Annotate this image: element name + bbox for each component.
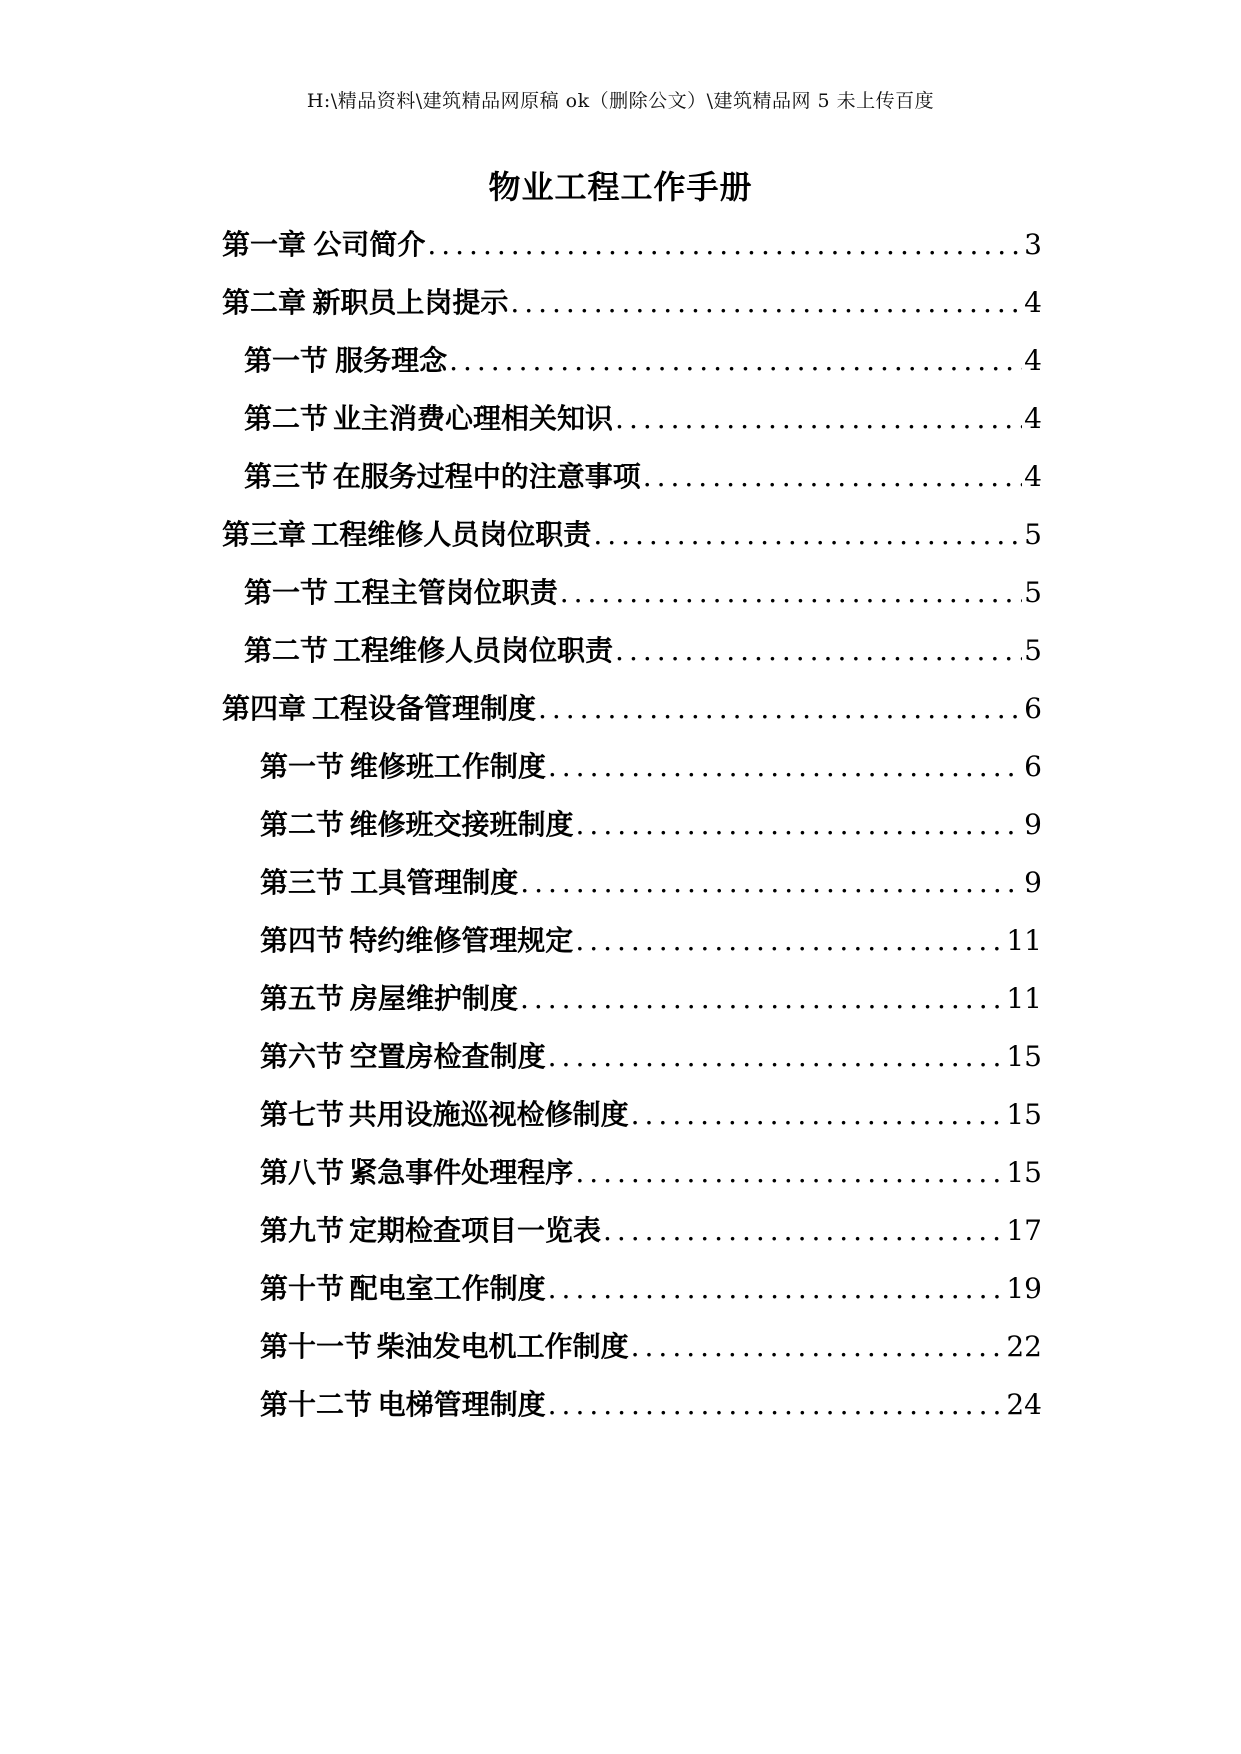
toc-entry-number: 第一章 (222, 228, 307, 261)
toc-leader-dots (576, 800, 1023, 850)
toc-entry-title: 共用设施巡视检修制度 (348, 1098, 629, 1131)
toc-entry-title: 工程维修人员岗位职责 (311, 518, 592, 551)
toc-entry-page-number: 17 (1006, 1214, 1042, 1247)
toc-entry-page-number: 5 (1024, 518, 1042, 551)
toc-leader-dots (603, 1206, 1004, 1256)
toc-entry[interactable] (244, 394, 1042, 444)
toc-entry[interactable] (222, 684, 1042, 734)
toc-entry[interactable] (260, 916, 1042, 966)
toc-entry-number: 第三章 (222, 518, 307, 551)
toc-entry-title: 维修班交接班制度 (349, 808, 574, 841)
toc-entry[interactable] (260, 1148, 1042, 1198)
toc-entry[interactable] (244, 336, 1042, 386)
toc-entry-title: 特约维修管理规定 (349, 924, 574, 957)
toc-entry-number: 第二节 (244, 402, 329, 435)
toc-leader-dots (548, 1032, 1005, 1082)
toc-entry-title: 工程主管岗位职责 (333, 576, 558, 609)
toc-entry-page-number: 4 (1024, 402, 1042, 435)
toc-entry-title: 房屋维护制度 (349, 982, 518, 1015)
toc-entry-number: 第二节 (244, 634, 329, 667)
toc-leader-dots (560, 568, 1022, 618)
toc-entry[interactable] (260, 742, 1042, 792)
toc-entry-number: 第九节 (260, 1214, 345, 1247)
toc-entry-title: 维修班工作制度 (349, 750, 546, 783)
toc-entry[interactable] (260, 1090, 1042, 1140)
toc-entry-title: 柴油发电机工作制度 (376, 1330, 629, 1363)
toc-entry-page-number: 5 (1024, 634, 1042, 667)
toc-entry[interactable] (260, 1264, 1042, 1314)
toc-entry-number: 第四节 (260, 924, 345, 957)
toc-entry-page-number: 24 (1006, 1388, 1042, 1421)
toc-entry-title: 工具管理制度 (350, 866, 519, 899)
toc-entry-title: 配电室工作制度 (349, 1272, 546, 1305)
toc-leader-dots (548, 742, 1022, 792)
toc-leader-dots (520, 858, 1022, 908)
toc-entry[interactable] (260, 1206, 1042, 1256)
toc-leader-dots (548, 1380, 1005, 1430)
toc-leader-dots (538, 684, 1022, 734)
toc-entry[interactable] (260, 800, 1042, 850)
toc-entry-page-number: 4 (1024, 344, 1042, 377)
toc-entry[interactable] (260, 1322, 1042, 1372)
toc-entry-page-number: 4 (1024, 460, 1042, 493)
document-title: 物业工程工作手册 (488, 168, 753, 206)
toc-entry-title: 公司简介 (313, 228, 426, 261)
toc-entry-title: 服务理念 (335, 344, 448, 377)
toc-entry-title: 业主消费心理相关知识 (333, 402, 614, 435)
toc-entry-number: 第十节 (260, 1272, 345, 1305)
toc-entry-page-number: 11 (1006, 924, 1042, 957)
toc-entry-number: 第十一节 (260, 1330, 373, 1363)
toc-entry-title: 紧急事件处理程序 (349, 1156, 574, 1189)
toc-entry-number: 第一节 (244, 344, 329, 377)
toc-entry-title: 定期检查项目一览表 (348, 1214, 601, 1247)
toc-entry-page-number: 19 (1006, 1272, 1042, 1305)
toc-entry-title: 电梯管理制度 (377, 1388, 546, 1421)
toc-leader-dots (631, 1090, 1005, 1140)
toc-entry-page-number: 5 (1024, 576, 1042, 609)
toc-entry-number: 第三节 (260, 866, 345, 899)
toc-leader-dots (449, 336, 1022, 386)
toc-entry-page-number: 15 (1006, 1098, 1042, 1131)
toc-leader-dots (643, 452, 1022, 502)
toc-leader-dots (631, 1322, 1005, 1372)
toc-entry[interactable] (244, 568, 1042, 618)
toc-entry-number: 第一节 (244, 576, 329, 609)
toc-entry[interactable] (222, 220, 1042, 270)
toc-entry-number: 第二节 (260, 808, 345, 841)
toc-entry-number: 第五节 (260, 982, 345, 1015)
toc-entry-title: 在服务过程中的注意事项 (332, 460, 641, 493)
toc-leader-dots (615, 626, 1022, 676)
toc-entry-page-number: 15 (1006, 1156, 1042, 1189)
toc-entry-page-number: 15 (1006, 1040, 1042, 1073)
toc-entry-number: 第一节 (260, 750, 345, 783)
toc-entry-page-number: 3 (1024, 228, 1042, 261)
toc-leader-dots (510, 278, 1022, 328)
toc-leader-dots (520, 974, 1004, 1024)
toc-entry-page-number: 6 (1024, 750, 1042, 783)
toc-leader-dots (615, 394, 1022, 444)
toc-leader-dots (593, 510, 1022, 560)
toc-leader-dots (575, 1148, 1004, 1198)
toc-entry-number: 第三节 (244, 460, 329, 493)
toc-entry[interactable] (222, 278, 1042, 328)
toc-entry[interactable] (244, 452, 1042, 502)
toc-entry-number: 第二章 (222, 286, 307, 319)
toc-entry[interactable] (260, 858, 1042, 908)
toc-entry-number: 第十二节 (260, 1388, 373, 1421)
toc-entry-page-number: 9 (1024, 808, 1042, 841)
toc-entry-page-number: 11 (1006, 982, 1042, 1015)
toc-entry-title: 工程设备管理制度 (311, 692, 536, 725)
toc-entry-title: 工程维修人员岗位职责 (333, 634, 614, 667)
toc-entry-page-number: 22 (1006, 1330, 1042, 1363)
toc-entry-page-number: 9 (1024, 866, 1042, 899)
toc-entry-page-number: 4 (1024, 286, 1042, 319)
toc-leader-dots (575, 916, 1004, 966)
toc-entry[interactable] (260, 1380, 1042, 1430)
toc-entry-number: 第四章 (222, 692, 307, 725)
toc-entry[interactable] (260, 1032, 1042, 1082)
toc-entry-number: 第七节 (260, 1098, 345, 1131)
toc-entry[interactable] (222, 510, 1042, 560)
toc-entry[interactable] (260, 974, 1042, 1024)
toc-entry-number: 第八节 (260, 1156, 345, 1189)
toc-entry-title: 空置房检查制度 (349, 1040, 546, 1073)
file-path-header: H:\精品资料\建筑精品网原稿 ok（删除公文）\建筑精品网 5 未上传百度 (306, 90, 935, 112)
toc-entry-title: 新职员上岗提示 (312, 286, 509, 319)
toc-entry-page-number: 6 (1024, 692, 1042, 725)
toc-leader-dots (427, 220, 1022, 270)
toc-entry-number: 第六节 (260, 1040, 345, 1073)
toc-leader-dots (548, 1264, 1005, 1314)
toc-entry[interactable] (244, 626, 1042, 676)
